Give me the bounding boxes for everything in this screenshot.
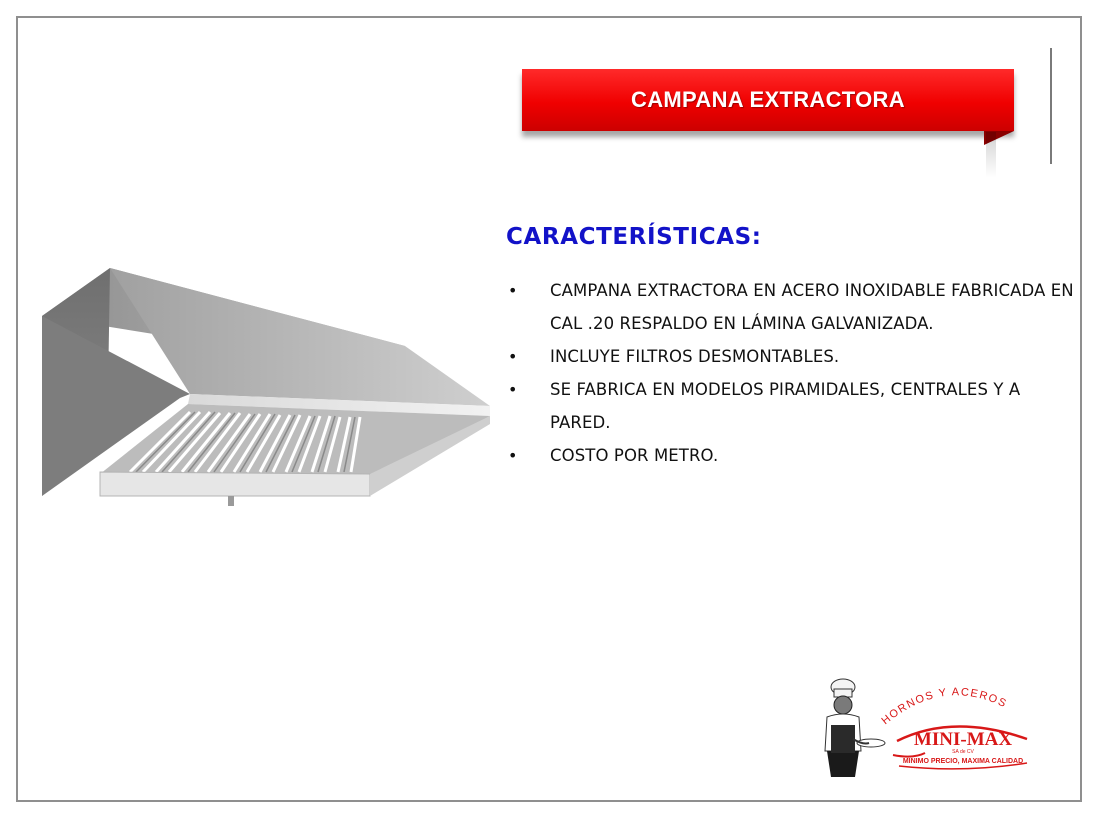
extractor-hood-image <box>40 246 490 526</box>
page-title: CAMPANA EXTRACTORA <box>631 87 905 112</box>
section-heading: CARACTERÍSTICAS: <box>506 224 762 250</box>
bullet-icon: • <box>508 347 518 366</box>
bullet-icon: • <box>508 380 518 399</box>
slide <box>16 16 1082 802</box>
list-item <box>508 340 1078 373</box>
vertical-divider <box>1050 48 1052 164</box>
list-item <box>508 274 1078 340</box>
feature-text: SE FABRICA EN MODELOS PIRAMIDALES, CENTRALES Y A PARED. <box>550 380 1021 432</box>
feature-text: CAMPANA EXTRACTORA EN ACERO INOXIDABLE FABRICADA EN CAL .20 RESPALDO EN LÁMINA GALVANIZADA. <box>550 281 1074 333</box>
chef-mascot-icon <box>825 679 885 777</box>
logo-brand: MINI-MAX <box>913 729 1013 750</box>
list-item <box>508 373 1078 439</box>
logo-slogan: MINIMO PRECIO, MAXIMA CALIDAD <box>902 758 1024 765</box>
logo-legal: SA de CV <box>952 749 974 755</box>
logo-arc-text: HORNOS Y ACEROS <box>879 686 1010 728</box>
feature-text: COSTO POR METRO. <box>550 446 719 465</box>
banner-fold-shadow <box>986 132 996 178</box>
features-list <box>508 274 1078 472</box>
title-banner <box>522 69 1014 131</box>
feature-text: INCLUYE FILTROS DESMONTABLES. <box>550 347 840 366</box>
bullet-icon: • <box>508 446 518 465</box>
svg-text:HORNOS Y ACEROS <box>879 686 1009 727</box>
list-item <box>508 439 1078 472</box>
company-logo <box>813 673 1033 783</box>
bullet-icon: • <box>508 281 518 300</box>
